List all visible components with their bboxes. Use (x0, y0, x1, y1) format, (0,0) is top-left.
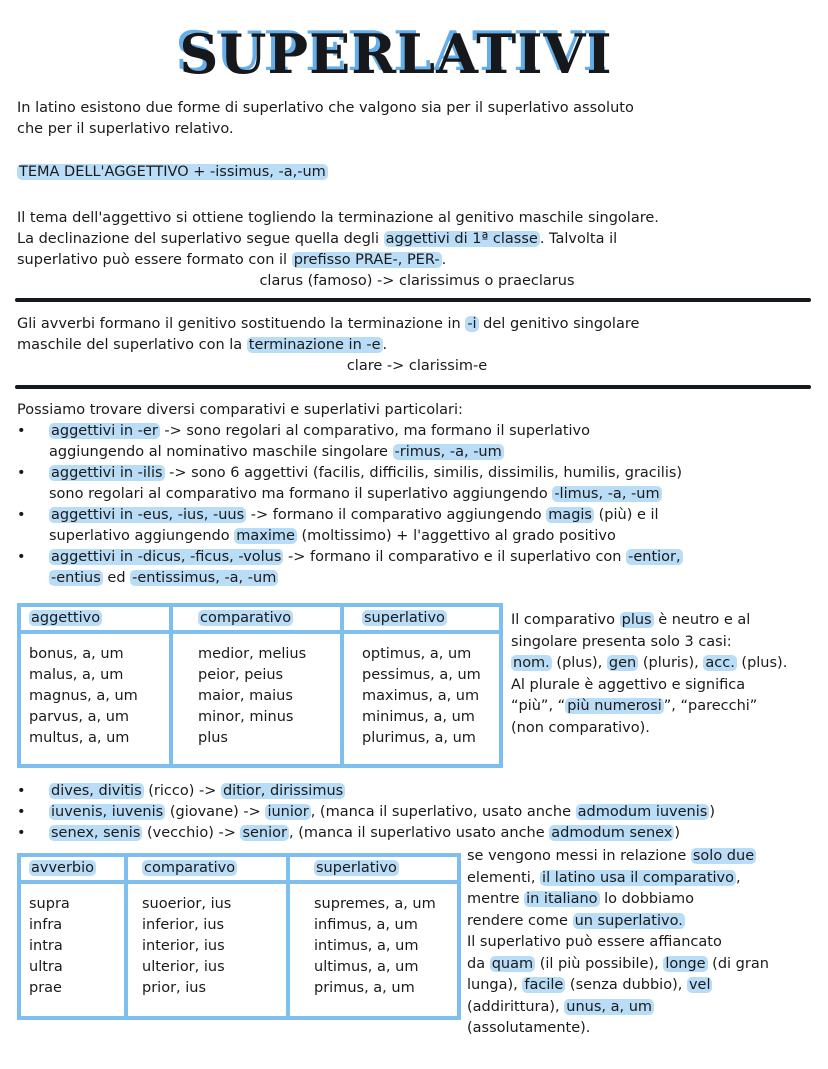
list-item: • aggettivi in -er -> sono regolari al comparativo, ma formano il superlativo aggiungendo al nominativo maschile singolare -rimus, -a, -um (17, 421, 817, 463)
table-column: aggettivo bonus, a, um malus, a, um magnus, a, um parvus, a, um multus, a, um (21, 607, 173, 764)
list-item: • aggettivi in -eus, -ius, -uus -> formano il comparativo aggiungendo magis (più) e il superlativo aggiungendo maxime (moltissimo) + l'aggettivo al grado positivo (17, 505, 817, 547)
tema-example: clarus (famoso) -> clarissimus o praeclarus (259, 273, 575, 289)
page-title: SUPERLATIVI (179, 22, 613, 86)
adverbs-table (17, 853, 461, 1020)
table-column: avverbio supra infra intra ultra prae (21, 857, 128, 1016)
irregolari-list (17, 781, 825, 844)
comparativo-note: se vengono messi in relazione solo due elementi, il latino usa il comparativo , mentre in italiano lo dobbiamo rendere come un superlativo. Il superlativo può essere affiancato da quam (il più possibile), longe (di gran lunga), facile (senza dubbio), vel (addirittura), unus, a, um (assolutamente). (467, 848, 769, 1036)
avverbi-paragraph: Gli avverbi formano il genitivo sostituendo la terminazione in -i del genitivo singolare maschile del superlativo con la terminazione in -e . clare -> clarissim-e (17, 314, 817, 377)
table-column: superlativo supremes, a, um infimus, a, um intimus, a, um ultimus, a, um primus, a, um (290, 857, 457, 1016)
list-item: • aggettivi in -ilis -> sono 6 aggettivi (facilis, difficilis, similis, dissimilis, humilis, gracilis) sono regolari al comparativo ma formano il superlativo aggiungendo -limus, -a, -um (17, 463, 817, 505)
intro-paragraph: In latino esistono due forme di superlativo che valgono sia per il superlativo assoluto che per il superlativo relativo. (17, 100, 634, 137)
avverbi-example: clare -> clarissim-e (346, 358, 488, 374)
formula: TEMA DELL'AGGETTIVO + -issimus, -a,-um (19, 164, 326, 180)
adjectives-table (17, 603, 503, 768)
particolari-section: Possiamo trovare diversi comparativi e superlativi particolari: • aggettivi in -er -> sono regolari al comparativo, ma formano il superlativo aggiungendo al nominativo maschile singolare -rimus, -a, -um • aggettivi in -ilis -> sono 6 aggettivi (facilis, difficilis, similis, dissimilis, humilis, gracilis) sono regolari al comparativo ma formano il superlativo aggiungendo -limus, -a, -um • aggettivi in -eus, -ius, -uus -> formano il comparativo aggiungendo magis (più) e il superlativo aggiungendo maxime (moltissimo) + l'aggettivo al grado positivo • aggettivi in -dicus, -ficus, -volus -> formano il comparativo e il superlativo con -entior, -entius ed -entissimus, -a, -um (17, 400, 817, 589)
table-column: comparativo suoerior, ius inferior, ius interior, ius ulterior, ius prior, ius (128, 857, 290, 1016)
list-item: • senex, senis (vecchio) -> senior , (manca il superlativo usato anche admodum senex ) (17, 823, 825, 844)
table-column: superlativo optimus, a, um pessimus, a, um maximus, a, um minimus, a, um plurimus, a, um (344, 607, 499, 764)
plus-note: Il comparativo plus è neutro e al singolare presenta solo 3 casi: nom. (plus), gen (pluris), acc. (plus). Al plurale è aggettivo e significa “più”, “ più numerosi ”, “parecchi” (non comparativo). (511, 612, 788, 736)
tema-paragraph: Il tema dell'aggettivo si ottiene togliendo la terminazione al genitivo maschile singolare. La declinazione del superlativo segue quella degli aggettivi di 1ª classe . Talvolta il superlativo può essere formato con il prefisso PRAE-, PER- . clarus (famoso) -> clarissimus o praeclarus (17, 208, 817, 292)
divider-1 (15, 298, 811, 302)
table-column: comparativo medior, melius peior, peius maior, maius minor, minus plus (173, 607, 344, 764)
list-item: • dives, divitis (ricco) -> ditior, dirissimus (17, 781, 825, 802)
list-item: • aggettivi in -dicus, -ficus, -volus -> formano il comparativo e il superlativo con -entior, -entius ed -entissimus, -a, -um (17, 547, 817, 589)
list-item: • iuvenis, iuvenis (giovane) -> iunior , (manca il superlativo, usato anche admodum iuvenis ) (17, 802, 825, 823)
divider-2 (15, 385, 811, 389)
